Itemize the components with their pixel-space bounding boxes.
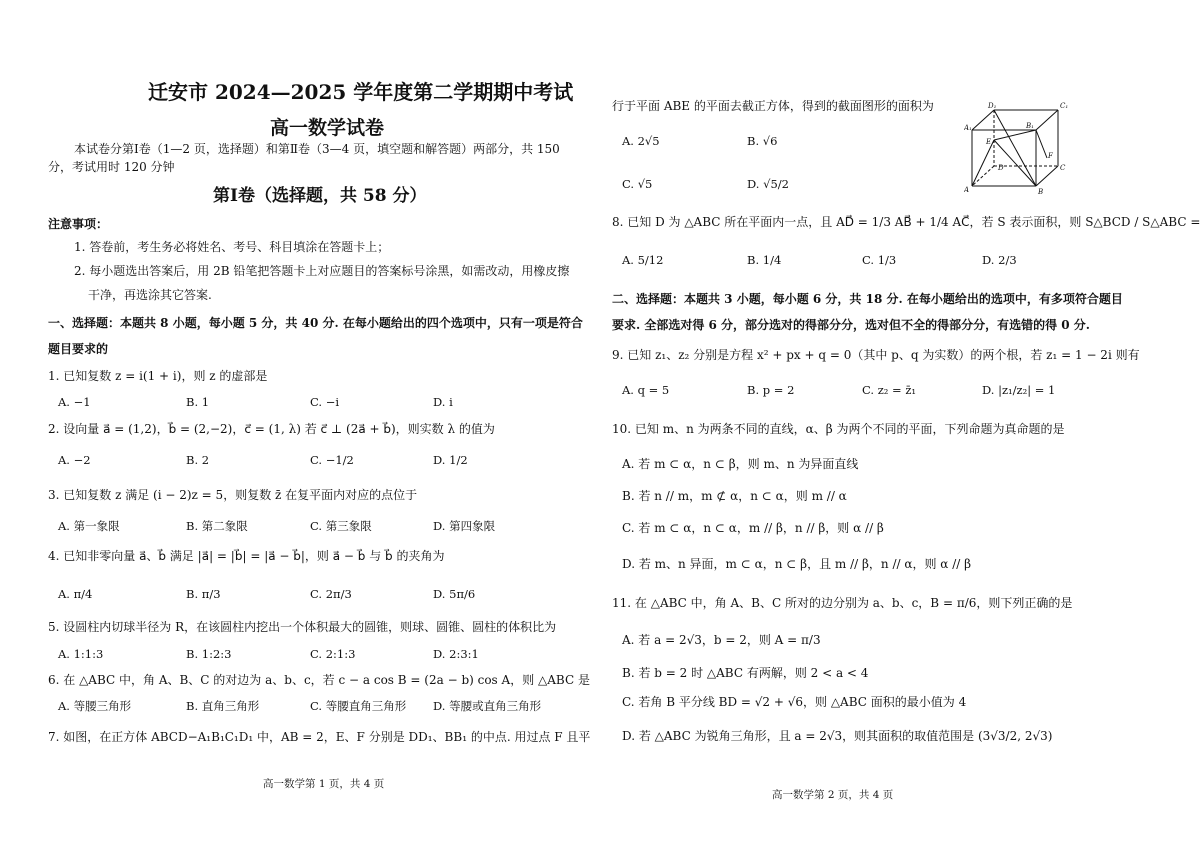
label-c: C bbox=[1060, 164, 1066, 172]
label-e: E bbox=[986, 138, 992, 146]
question-3: 3. 已知复数 z 满足 (i − 2)z = 5，则复数 z̄ 在复平面内对应的点位于 bbox=[48, 488, 418, 502]
question-10-option-a: A. 若 m ⊂ α，n ⊂ β，则 m、n 为异面直线 bbox=[622, 457, 859, 471]
section2-heading-a: 二、选择题：本题共 3 小题，每小题 6 分，共 18 分. 在每小题给出的选项中，有多项符合题目 bbox=[612, 292, 1123, 306]
option-d: D. 第四象限 bbox=[433, 519, 496, 533]
question-11: 11. 在 △ABC 中，角 A、B、C 所对的边分别为 a、b、c，B = π/6，则下列正确的是 bbox=[612, 596, 1073, 610]
option-a: A. 等腰三角形 bbox=[58, 699, 132, 713]
page-right bbox=[612, 0, 1200, 849]
part1-heading: 第Ⅰ卷（选择题，共 58 分） bbox=[213, 186, 427, 206]
option-c: C. 1/3 bbox=[862, 253, 897, 267]
question-11-option-d: D. 若 △ABC 为锐角三角形，且 a = 2√3，则其面积的取值范围是 (3√3/2, 2√3) bbox=[622, 729, 1053, 743]
option-a: A. −2 bbox=[58, 453, 91, 467]
option-c: C. 等腰直角三角形 bbox=[310, 699, 407, 713]
option-b: B. 2 bbox=[186, 453, 210, 467]
question-8: 8. 已知 D 为 △ABC 所在平面内一点，且 AD⃗ = 1/3 AB⃗ + 1/4 AC⃗，若 S 表示面积，则 S△BCD / S△ABC = bbox=[612, 215, 1200, 229]
question-1: 1. 已知复数 z = i(1 + i)，则 z 的虚部是 bbox=[48, 369, 268, 383]
option-b: B. 直角三角形 bbox=[186, 699, 260, 713]
option-b: B. 第二象限 bbox=[186, 519, 248, 533]
option-a: A. 1:1:3 bbox=[58, 647, 104, 661]
notes-title: 注意事项： bbox=[48, 217, 109, 231]
option-c: C. z₂ = z̄₁ bbox=[862, 383, 916, 397]
label-d1: D₁ bbox=[988, 102, 997, 110]
label-f: F bbox=[1048, 152, 1053, 160]
option-b: B. p = 2 bbox=[747, 383, 795, 397]
intro-line-2: 分，考试用时 120 分钟 bbox=[48, 160, 175, 174]
option-c: C. 第三象限 bbox=[310, 519, 372, 533]
question-2: 2. 设向量 a⃗ = (1,2)，b⃗ = (2,−2)，c⃗ = (1, λ) 若 c⃗ ⊥ (2a⃗ + b⃗)，则实数 λ 的值为 bbox=[48, 422, 495, 436]
option-c: C. √5 bbox=[622, 177, 653, 191]
section1-heading-a: 一、选择题：本题共 8 小题，每小题 5 分，共 40 分. 在每小题给出的四个选项中，只有一项是符合 bbox=[48, 316, 583, 330]
option-d: D. 2:3:1 bbox=[433, 647, 479, 661]
question-6: 6. 在 △ABC 中，角 A、B、C 的对边为 a、b、c，若 c − a cos B = (2a − b) cos A，则 △ABC 是 bbox=[48, 673, 590, 687]
option-b: B. 1/4 bbox=[747, 253, 782, 267]
page-footer-right: 高一数学第 2 页，共 4 页 bbox=[772, 789, 894, 801]
option-d: D. 2/3 bbox=[982, 253, 1017, 267]
question-9: 9. 已知 z₁、z₂ 分别是方程 x² + px + q = 0（其中 p、q 为实数）的两个根，若 z₁ = 1 − 2i 则有 bbox=[612, 348, 1140, 362]
option-b: B. 1 bbox=[186, 395, 210, 409]
option-c: C. 2:1:3 bbox=[310, 647, 356, 661]
note-1: 1. 答卷前，考生务必将姓名、考号、科目填涂在答题卡上； bbox=[74, 240, 390, 254]
question-7: 7. 如图，在正方体 ABCD−A₁B₁C₁D₁ 中，AB = 2，E、F 分别是 DD₁、BB₁ 的中点. 用过点 F 且平 bbox=[48, 730, 591, 744]
exam-subtitle: 高一数学试卷 bbox=[270, 117, 385, 139]
option-a: A. 第一象限 bbox=[58, 519, 120, 533]
question-11-option-a: A. 若 a = 2√3，b = 2，则 A = π/3 bbox=[622, 633, 821, 647]
label-d: D bbox=[998, 164, 1004, 172]
option-d: D. i bbox=[433, 395, 453, 409]
page-left bbox=[48, 0, 600, 849]
question-10-option-c: C. 若 m ⊂ α，n ⊂ α，m // β，n // β，则 α // β bbox=[622, 521, 884, 535]
question-7-continued: 行于平面 ABE 的平面去截正方体，得到的截面图形的面积为 bbox=[612, 99, 934, 113]
question-5: 5. 设圆柱内切球半径为 R，在该圆柱内挖出一个体积最大的圆锥，则球、圆锥、圆柱的体积比为 bbox=[48, 620, 557, 634]
note-2a: 2. 每小题选出答案后，用 2B 铅笔把答题卡上对应题目的答案标号涂黑，如需改动，用橡皮擦 bbox=[74, 264, 570, 278]
cube-figure bbox=[964, 100, 1072, 196]
intro-line-1: 本试卷分第Ⅰ卷（1—2 页，选择题）和第Ⅱ卷（3—4 页，填空题和解答题）两部分，共 150 bbox=[74, 142, 560, 156]
option-b: B. √6 bbox=[747, 134, 778, 148]
question-10-option-d: D. 若 m、n 异面，m ⊂ α，n ⊂ β，且 m // β，n // α，则 α // β bbox=[622, 557, 972, 571]
option-d: D. 等腰或直角三角形 bbox=[433, 699, 542, 713]
page-footer-left: 高一数学第 1 页，共 4 页 bbox=[263, 778, 385, 790]
option-c: C. 2π/3 bbox=[310, 587, 352, 601]
section1-heading-b: 题目要求的 bbox=[48, 342, 109, 356]
option-a: A. −1 bbox=[58, 395, 91, 409]
option-d: D. 1/2 bbox=[433, 453, 468, 467]
section2-heading-b: 要求. 全部选对得 6 分，部分选对的得部分分，选对但不全的得部分分，有选错的得 0 分. bbox=[612, 318, 1090, 332]
question-10: 10. 已知 m、n 为两条不同的直线，α、β 为两个不同的平面，下列命题为真命题的是 bbox=[612, 422, 1065, 436]
question-11-option-b: B. 若 b = 2 时 △ABC 有两解，则 2 < a < 4 bbox=[622, 666, 869, 680]
note-2b: 干净，再选涂其它答案. bbox=[88, 288, 212, 302]
label-a: A bbox=[964, 186, 970, 194]
option-c: C. −1/2 bbox=[310, 453, 354, 467]
label-c1: C₁ bbox=[1060, 102, 1069, 110]
option-b: B. 1:2:3 bbox=[186, 647, 232, 661]
option-c: C. −i bbox=[310, 395, 340, 409]
label-b1: B₁ bbox=[1026, 122, 1034, 130]
option-b: B. π/3 bbox=[186, 587, 221, 601]
option-a: A. π/4 bbox=[58, 587, 93, 601]
option-d: D. 5π/6 bbox=[433, 587, 476, 601]
option-a: A. 2√5 bbox=[622, 134, 660, 148]
option-a: A. 5/12 bbox=[622, 253, 664, 267]
option-a: A. q = 5 bbox=[622, 383, 670, 397]
exam-title: 迁安市 2024—2025 学年度第二学期期中考试 bbox=[148, 80, 574, 104]
question-11-option-c: C. 若角 B 平分线 BD = √2 + √6，则 △ABC 面积的最小值为 4 bbox=[622, 695, 967, 709]
option-d: D. √5/2 bbox=[747, 177, 789, 191]
option-d: D. |z₁/z₂| = 1 bbox=[982, 383, 1056, 397]
label-b: B bbox=[1038, 188, 1044, 196]
label-a1: A₁ bbox=[964, 124, 972, 132]
question-10-option-b: B. 若 n // m，m ⊄ α，n ⊂ α，则 m // α bbox=[622, 489, 847, 503]
question-4: 4. 已知非零向量 a⃗、b⃗ 满足 |a⃗| = |b⃗| = |a⃗ − b⃗|，则 a⃗ − b⃗ 与 b⃗ 的夹角为 bbox=[48, 549, 445, 563]
